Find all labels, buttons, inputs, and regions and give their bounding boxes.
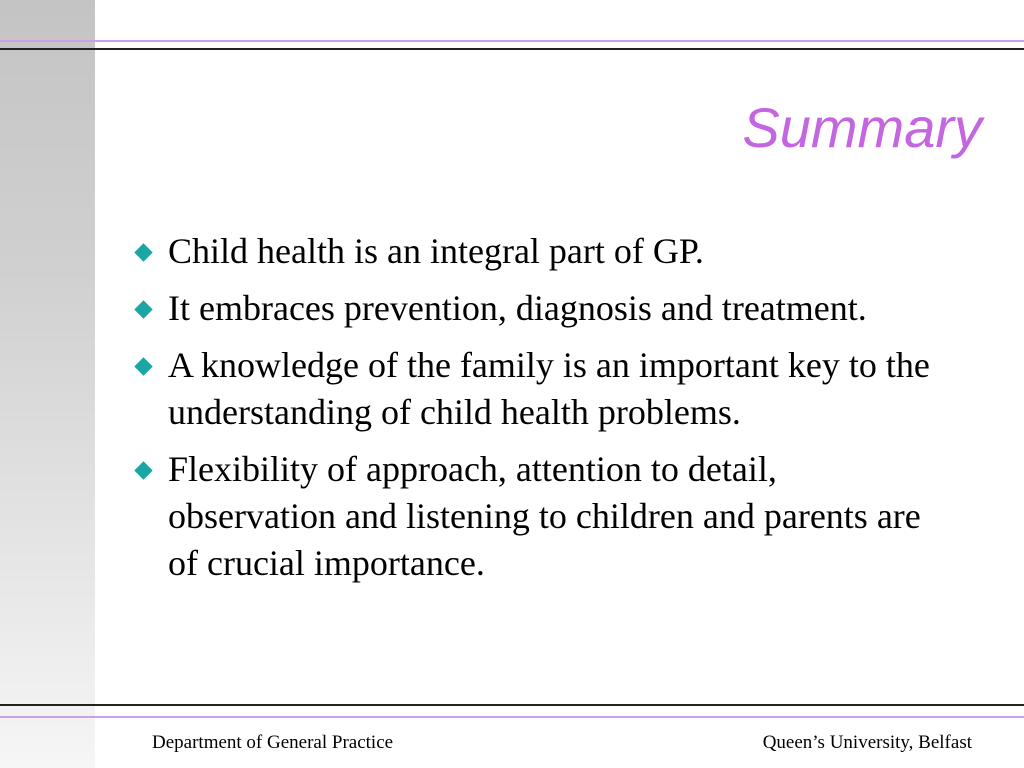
bullet-item [131, 228, 951, 275]
footer-department: Department of General Practice [152, 732, 394, 753]
diamond-bullet-icon [134, 243, 152, 261]
bullet-list [131, 228, 951, 597]
top-dark-rule [0, 48, 1024, 50]
bottom-dark-rule [0, 704, 1024, 706]
diamond-bullet-icon [134, 300, 152, 318]
diamond-bullet-icon [134, 357, 152, 375]
bullet-item [131, 446, 951, 587]
bullet-text: It embraces prevention, diagnosis and treatment. [168, 288, 867, 328]
bottom-accent-rule [0, 716, 1024, 718]
footer-institution: Queen’s University, Belfast [762, 732, 972, 753]
side-band [0, 0, 95, 768]
slide-title: Summary [742, 96, 982, 159]
diamond-bullet-icon [134, 461, 152, 479]
bullet-item [131, 285, 951, 332]
bullet-text: Child health is an integral part of GP. [168, 231, 704, 271]
top-accent-rule [0, 40, 1024, 42]
bullet-item [131, 342, 951, 436]
bullet-text: A knowledge of the family is an important key to the understanding of child health problems. [168, 345, 930, 432]
bullet-text: Flexibility of approach, attention to detail, observation and listening to children and parents are of crucial importance. [168, 449, 921, 583]
